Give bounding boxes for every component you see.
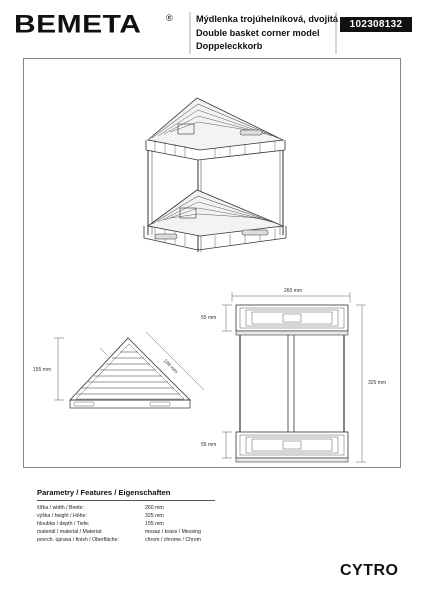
param-row-finish [37,536,237,544]
param-value: mosaz / brass / Messing [145,529,201,535]
title-czech: Mýdlenka trojúhelníková, dvojitá [196,14,338,24]
dim-total-height-label: 325 mm [368,380,387,386]
dim-bottom-basket-height-label: 55 mm [201,442,217,448]
param-value: 155 mm [145,521,164,527]
dim-plan-side-label: 190 mm [161,358,179,376]
title-german: Doppeleckkorb [196,41,263,51]
collection-name: CYTRO [340,562,399,579]
param-label: šířka / width / Breite: [37,505,84,511]
product-code-badge: 102308132 [340,17,412,32]
param-label: povrch. úprava / finish / Oberfläche: [37,537,119,543]
parameters-divider [37,500,215,501]
param-label: materiál / material / Material: [37,529,103,535]
brand-logo: BEMETA [14,11,142,39]
param-label: hloubka / depth / Tiefe: [37,521,90,527]
dim-top-basket-height-label: 55 mm [201,315,217,321]
param-label: výška / height / Höhe: [37,513,87,519]
param-row-height [37,512,237,520]
drawing-frame [23,58,401,468]
param-row-width [37,504,237,512]
param-row-material [37,528,237,536]
registered-mark: ® [166,13,173,23]
dim-width-label: 260 mm [284,288,303,294]
param-row-depth [37,520,237,528]
param-value: 260 mm [145,505,164,511]
parameters-title: Parametry / Features / Eigenschaften [37,488,171,497]
param-value: chrom / chrome / Chrom [145,537,201,543]
param-value: 325 mm [145,513,164,519]
title-english: Double basket corner model [196,28,320,38]
dim-plan-depth-label: 155 mm [33,367,52,373]
